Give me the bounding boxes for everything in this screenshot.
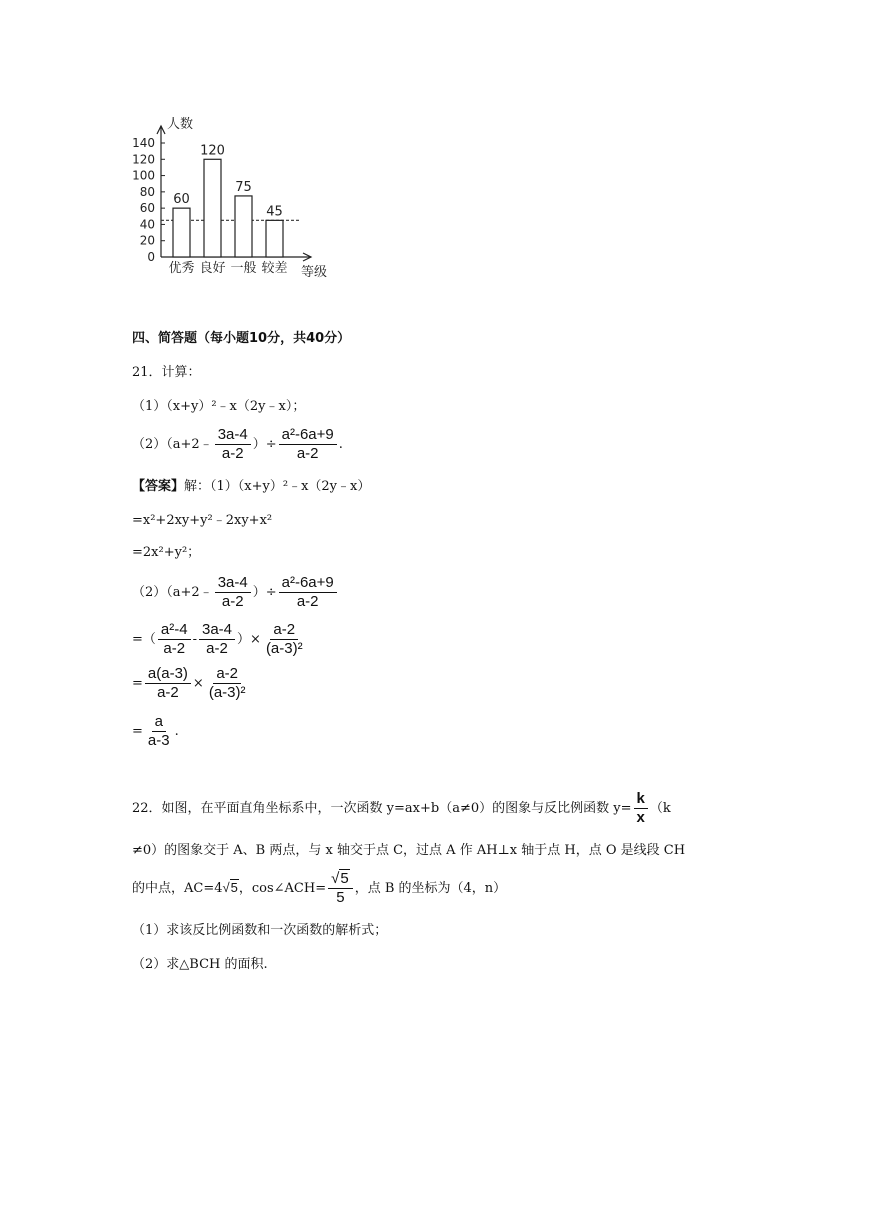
answer-step1: =x²+2xy+y²﹣2xy+x² xyxy=(132,513,273,528)
y-tick-label: 60 xyxy=(139,201,155,216)
q22-line2: ≠0）的图象交于 A、B 两点，与 x 轴交于点 C，过点 A 作 AH⊥x 轴于点 H，点 O 是线段 CH xyxy=(132,843,686,858)
answer-text: 解：（1）（x+y）²﹣x（2y﹣x） xyxy=(184,479,371,494)
fraction-numerator: a²-4 xyxy=(158,621,191,640)
fraction xyxy=(263,621,306,658)
radicand: 5 xyxy=(230,880,238,895)
fraction xyxy=(634,790,648,827)
answer-step2: =2x²+y²； xyxy=(132,545,201,560)
fraction-numerator: √5 xyxy=(328,870,353,889)
y-tick-label: 140 xyxy=(132,136,155,150)
q21-part2-mid: ）÷ xyxy=(252,437,277,452)
category-label: 优秀 xyxy=(168,261,195,276)
fraction-numerator: 3a-4 xyxy=(215,574,251,593)
fraction-denominator: a-2 xyxy=(296,593,319,610)
y-tick-label: 100 xyxy=(132,168,155,183)
q21-part2-prefix: （2）（a+2﹣ xyxy=(132,437,213,452)
answer-step5 xyxy=(132,712,179,752)
data-label: 75 xyxy=(235,179,252,195)
fraction-numerator: a²-6a+9 xyxy=(279,426,337,445)
fraction-numerator: a(a-3) xyxy=(145,665,191,684)
data-label: 120 xyxy=(200,143,225,159)
fraction xyxy=(279,426,337,463)
q22-line3-mid: ，cos∠ACH= xyxy=(238,881,327,896)
fraction-denominator: (a-3)² xyxy=(208,684,246,701)
fraction xyxy=(158,621,191,658)
q22-line3-tail: ，点 B 的坐标为（4，n） xyxy=(354,881,507,896)
fraction-numerator: a xyxy=(152,713,166,732)
fraction-numerator: 3a-4 xyxy=(215,426,251,445)
fraction-numerator: 3a-4 xyxy=(199,621,235,640)
fraction-numerator: a-2 xyxy=(270,621,298,640)
fraction xyxy=(206,665,249,702)
sqrt-expression: √5 xyxy=(222,880,238,895)
fraction-denominator: a-2 xyxy=(296,445,319,462)
equals-sign: = xyxy=(132,724,143,739)
category-label: 一般 xyxy=(230,261,257,276)
period: . xyxy=(174,724,179,739)
q22-line3-text: 的中点，AC=4 xyxy=(132,881,223,896)
bar xyxy=(266,220,283,257)
q22-line1-tail: （k xyxy=(649,801,671,816)
fraction xyxy=(328,870,353,907)
fraction xyxy=(145,713,173,750)
fraction-denominator: 5 xyxy=(336,889,345,906)
fraction-numerator: a-2 xyxy=(213,665,241,684)
fraction-denominator: a-2 xyxy=(163,640,186,657)
period: . xyxy=(338,437,343,452)
y-axis-label: 人数 xyxy=(167,117,194,132)
fraction-denominator: a-2 xyxy=(221,593,244,610)
fraction-numerator: k xyxy=(634,790,648,809)
y-tick-label: 120 xyxy=(132,152,155,167)
minus-sign: - xyxy=(192,632,197,647)
fraction xyxy=(215,426,251,463)
fraction-denominator: x xyxy=(636,809,645,826)
answer-step-part2 xyxy=(132,574,339,611)
answer-label: 【答案】 xyxy=(132,479,185,494)
fraction xyxy=(279,574,337,611)
s3-open: =（ xyxy=(132,632,156,647)
q22-line3 xyxy=(132,870,506,907)
q22-subq2: （2）求△BCH 的面积. xyxy=(132,957,268,972)
category-label: 较差 xyxy=(261,261,288,276)
q22-subq1: （1）求该反比例函数和一次函数的解析式； xyxy=(132,923,388,938)
bar xyxy=(173,208,190,257)
fraction xyxy=(199,621,235,658)
s2-mid: ）÷ xyxy=(252,585,277,600)
data-label: 60 xyxy=(173,192,190,208)
answer-step3 xyxy=(132,620,308,660)
bar-chart xyxy=(125,112,355,282)
s2-prefix: （2）（a+2﹣ xyxy=(132,585,213,600)
radicand: 5 xyxy=(340,870,349,887)
y-tick-label: 80 xyxy=(139,184,155,199)
fraction-denominator: (a-3)² xyxy=(265,640,303,657)
bar xyxy=(235,196,252,257)
y-tick-label: 0 xyxy=(147,250,155,264)
q21-part2 xyxy=(132,426,343,463)
equals-sign: = xyxy=(132,676,143,691)
q22-line1 xyxy=(132,790,671,827)
y-tick-label: 40 xyxy=(139,217,155,232)
fraction xyxy=(145,665,191,702)
data-label: 45 xyxy=(266,204,283,220)
fraction xyxy=(215,574,251,611)
x-axis-label: 等级 xyxy=(301,265,328,280)
times-sign: × xyxy=(192,676,204,691)
answer-step4 xyxy=(132,664,251,704)
answer-line xyxy=(132,478,370,496)
fraction-denominator: a-3 xyxy=(147,732,170,749)
fraction-denominator: a-2 xyxy=(206,640,228,657)
q21-title: 21．计算： xyxy=(132,365,201,380)
bar xyxy=(204,159,221,257)
fraction-denominator: a-2 xyxy=(157,684,179,701)
y-tick-label: 20 xyxy=(139,233,155,248)
fraction-numerator: a²-6a+9 xyxy=(279,574,337,593)
fraction-denominator: a-2 xyxy=(221,445,244,462)
section-heading: 四、简答题（每小题10分，共40分） xyxy=(132,331,351,346)
q21-part1: （1）（x+y）²﹣x（2y﹣x）； xyxy=(132,399,306,414)
q22-line1-text: 22．如图，在平面直角坐标系中，一次函数 y=ax+b（a≠0）的图象与反比例函数 y= xyxy=(132,801,632,816)
s3-close: ）× xyxy=(237,632,261,647)
category-label: 良好 xyxy=(199,261,226,276)
